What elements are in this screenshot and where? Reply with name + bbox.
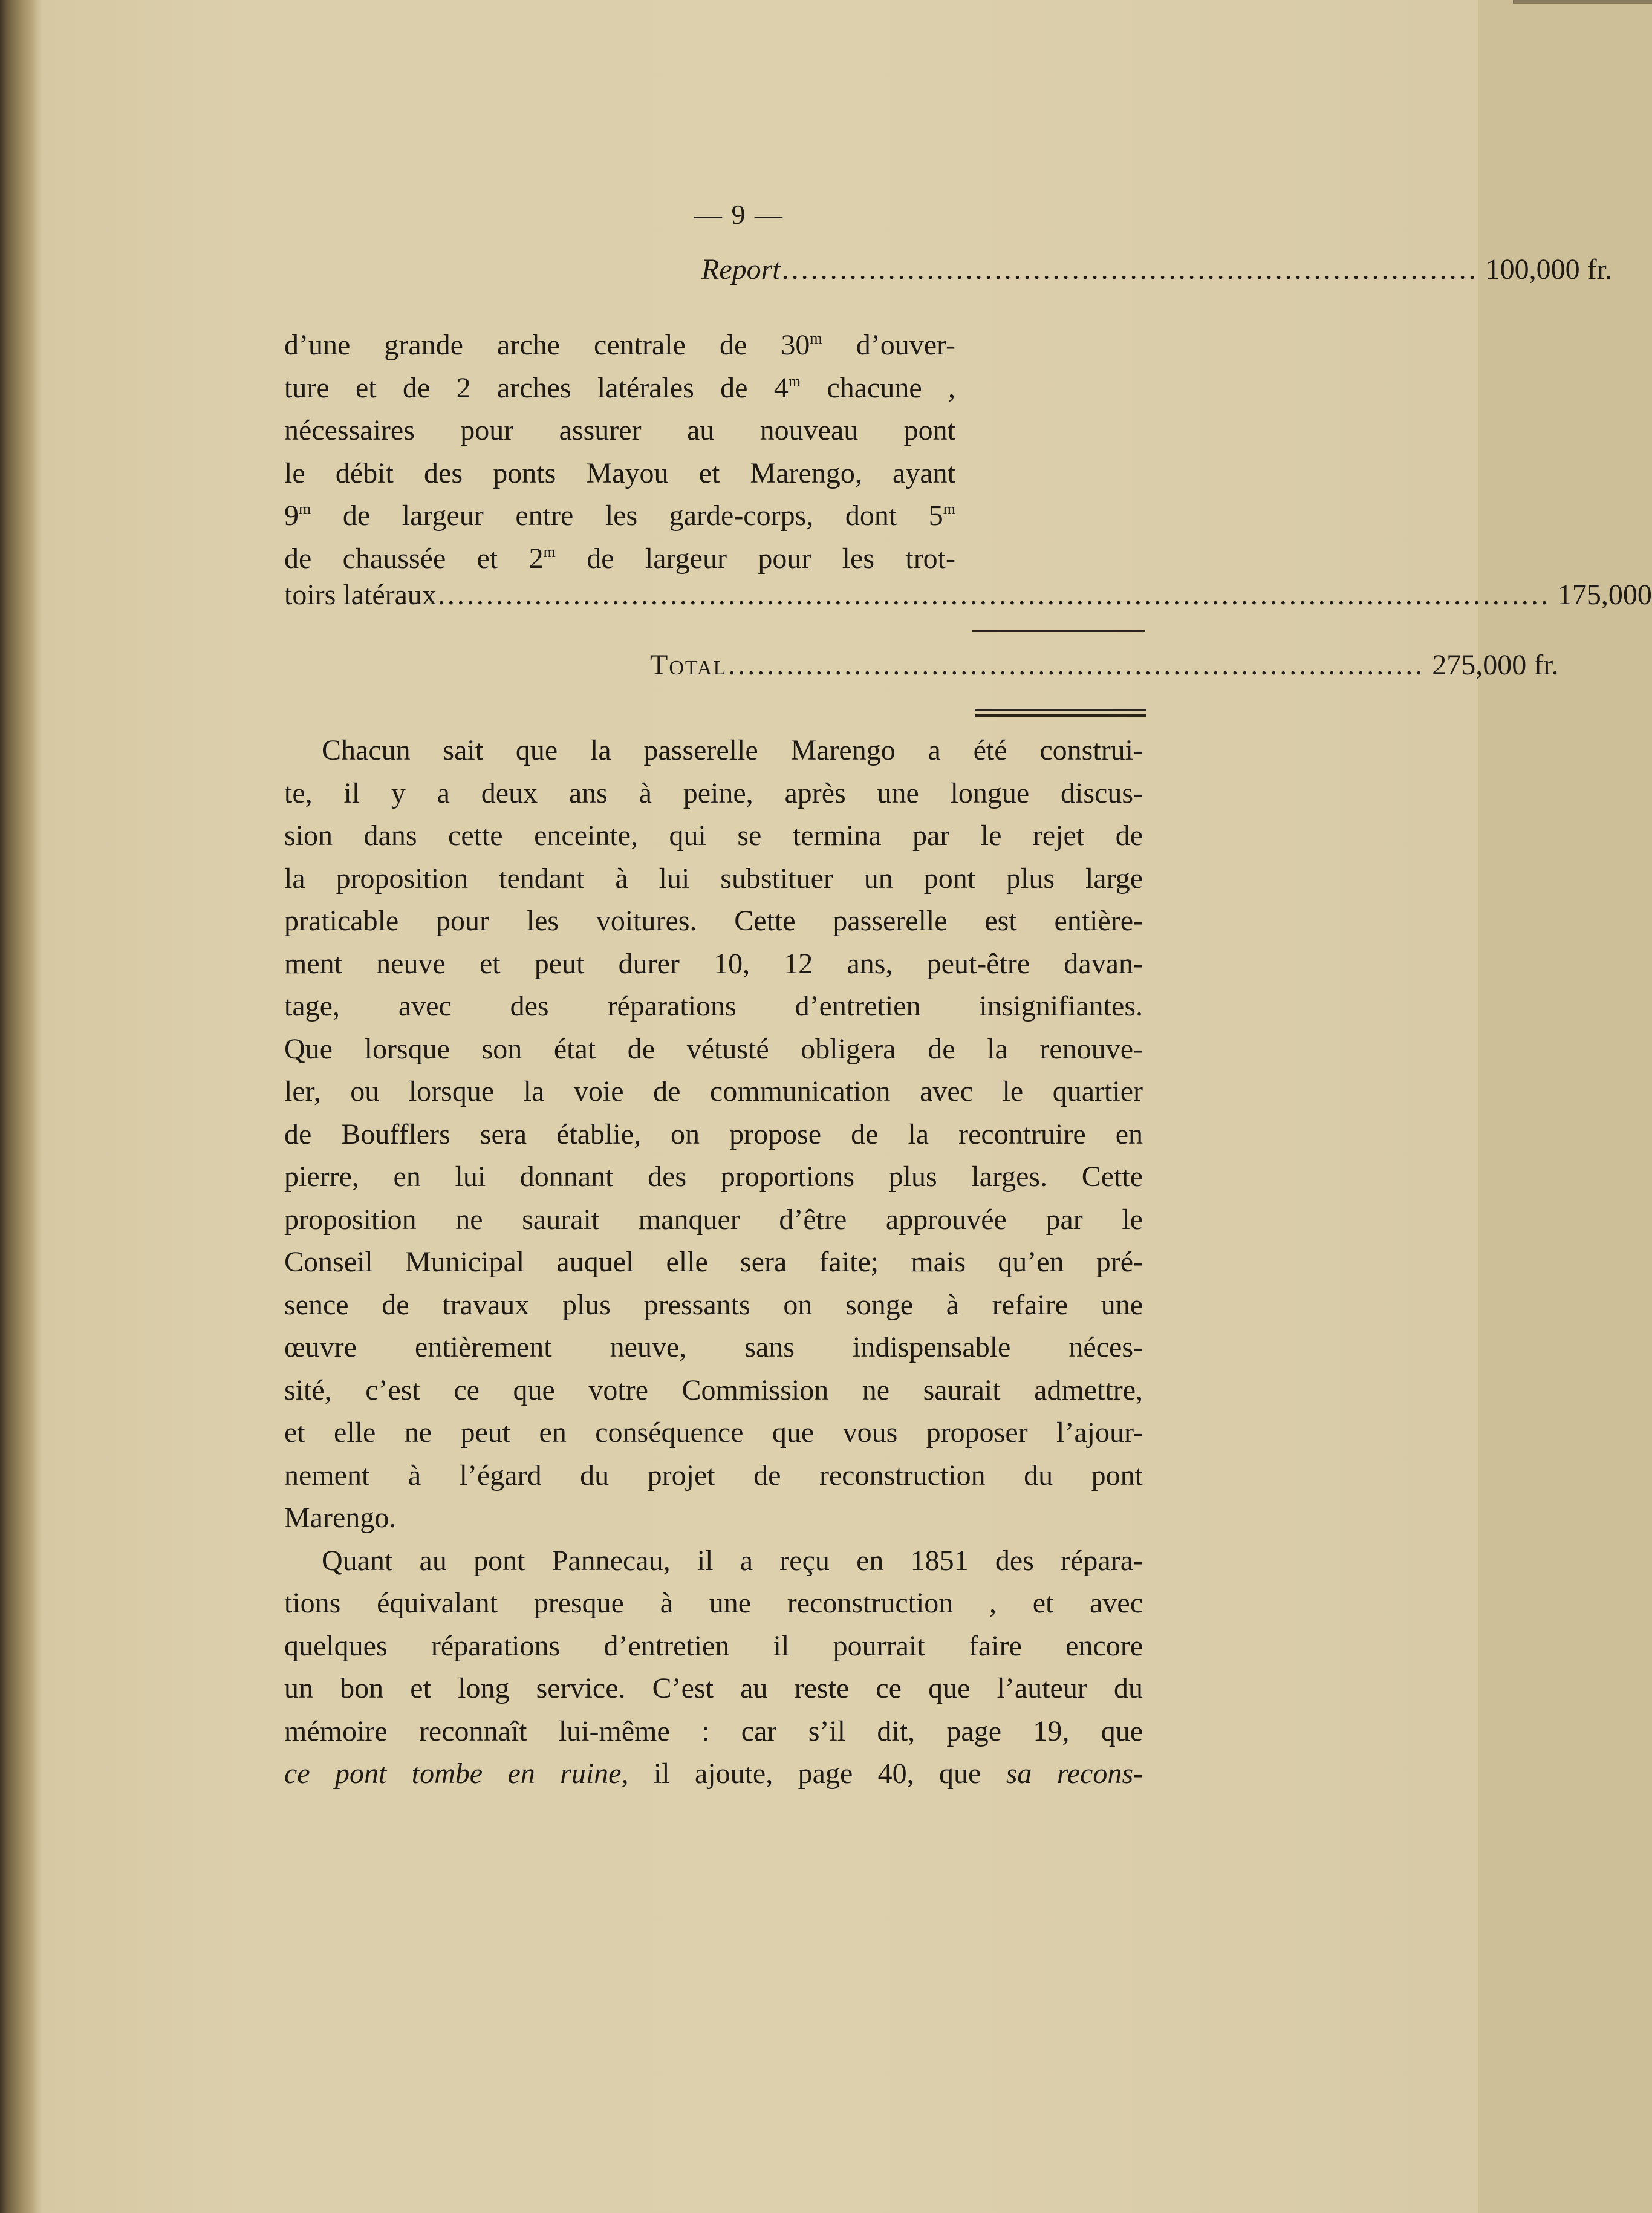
text-line: et elle ne peut en conséquence que vous proposer l’ajour- — [284, 1416, 1143, 1449]
item-description — [284, 324, 955, 580]
item-line: de chaussée et 2$^m$ de largeur pour les trot- — [284, 542, 955, 575]
sum-rule — [972, 630, 1145, 632]
text-line: la proposition tendant à lui substituer un pont plus large — [284, 862, 1143, 895]
item-amount: 175,000 — [1557, 579, 1652, 611]
page-number: — 9 — — [694, 199, 784, 230]
report-label: Report — [701, 253, 781, 285]
italic-phrase: sa recons- — [1006, 1758, 1143, 1790]
item-line: 9$^m$ de largeur entre les garde-corps, dont 5$^m$ — [284, 500, 955, 532]
text-line: proposition ne saurait manquer d’être approuvée par le — [284, 1203, 1143, 1236]
text-line: praticable pour les voitures. Cette passerelle est entière- — [284, 905, 1143, 937]
text-line: Que lorsque son état de vétusté obligera de la renouve- — [284, 1032, 1143, 1065]
report-line — [701, 253, 1612, 286]
text-line: nement à l’égard du projet de reconstruction du pont — [284, 1459, 1143, 1491]
text-line: tions équivalant presque à une reconstruction , et avec — [284, 1587, 1143, 1619]
text-line: quelques réparations d’entretien il pourrait faire encore — [284, 1629, 1143, 1662]
total-line — [650, 648, 1559, 682]
leader-dots: ................................................................................................................... — [437, 579, 1550, 611]
text-line: un bon et long service. C’est au reste ce que l’auteur du — [284, 1672, 1143, 1704]
text-line: Conseil Municipal auquel elle sera faite; mais qu’en pré- — [284, 1246, 1143, 1278]
item-total-line — [284, 578, 1652, 611]
italic-phrase: ce pont tombe en ruine, — [284, 1758, 629, 1790]
book-spine-shadow — [0, 0, 42, 2213]
text-line: mémoire reconnaît lui-même : car s’il dit, page 19, que — [284, 1715, 1143, 1747]
text-line: sité, c’est ce que votre Commission ne saurait admettre, — [284, 1374, 1143, 1406]
item-line: d’une grande arche centrale de 30$^m$ d’ouver- — [284, 329, 956, 361]
double-rule-bottom — [975, 714, 1146, 717]
text-line: œuvre entièrement neuve, sans indispensable néces- — [284, 1331, 1143, 1363]
text-line: ler, ou lorsque la voie de communication avec le quartier — [284, 1075, 1143, 1107]
item-line: nécessaires pour assurer au nouveau pont — [284, 414, 955, 446]
total-amount: 275,000 fr. — [1432, 649, 1559, 681]
text-line: te, il y a deux ans à peine, après une longue discus- — [284, 777, 1143, 809]
text-line: Chacun sait que la passerelle Marengo a été construi- — [322, 734, 1143, 766]
item-line: ture et de 2 arches latérales de 4$^m$ chacune , — [284, 371, 956, 404]
leader-dots: ........................................................................ — [781, 253, 1478, 285]
top-edge-mark — [1513, 0, 1652, 4]
text-line: ment neuve et peut durer 10, 12 ans, peut-être davan- — [284, 947, 1143, 980]
text-line: de Boufflers sera établie, on propose de la recontruire en — [284, 1118, 1143, 1150]
double-rule-top — [975, 709, 1146, 711]
item-last-label: toirs latéraux — [284, 579, 437, 611]
text-line: pierre, en lui donnant des proportions plus larges. Cette — [284, 1161, 1143, 1193]
body-text — [284, 729, 1143, 1796]
leader-dots: ........................................................................ — [728, 649, 1425, 681]
text-line: sence de travaux plus pressants on songe à refaire une — [284, 1288, 1143, 1321]
item-line: le débit des ponts Mayou et Marengo, ayant — [284, 457, 955, 489]
text-line: ce pont tombe en ruine, il ajoute, page 40, que sa recons- — [284, 1758, 1143, 1790]
text-line: sion dans cette enceinte, qui se termina par le rejet de — [284, 820, 1143, 852]
text-line: tage, avec des réparations d’entretien insignifiantes. — [284, 990, 1143, 1022]
total-label: Total — [650, 649, 727, 681]
text-line: Marengo. — [284, 1502, 397, 1534]
report-amount: 100,000 fr. — [1485, 253, 1612, 285]
text-line: Quant au pont Pannecau, il a reçu en 1851 des répara- — [322, 1544, 1143, 1577]
